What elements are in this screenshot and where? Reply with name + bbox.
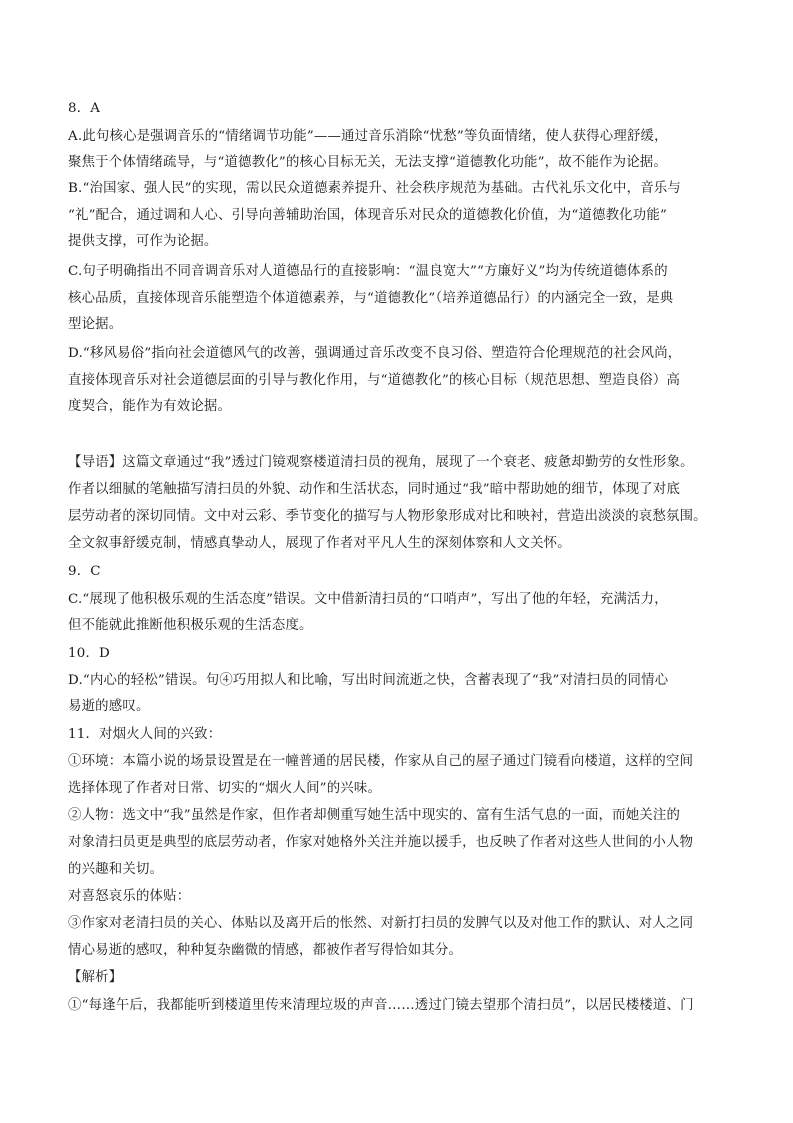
answer-11-point-2-line-1: ②人物：选文中“我”虽然是作家，但作者却侧重写她生活中现实的、富有生活气息的一面，而她关注的 [68, 808, 681, 823]
answer-10-explanation-line-2: 易逝的感叹。 [68, 699, 150, 714]
answer-11-point-3-line-2: 情心易逝的感叹，种种复杂幽微的情感，都被作者写得恰如其分。 [68, 943, 463, 958]
answer-8-option-c-line-3: 型论据。 [68, 317, 123, 332]
answer-8-option-b-line-1: B.“治国家、强人民”的实现，需以民众道德素养提升、社会秩序规范为基础。古代礼乐文化中，音乐与 [68, 181, 681, 196]
answer-11-point-1-line-2: 选择体现了作者对日常、切实的“烟火人间”的兴味。 [68, 781, 382, 796]
answer-8-option-c-line-2: 核心品质，直接体现音乐能塑造个体道德素养，与“道德教化”（培养道德品行）的内涵完全一致，是典 [68, 291, 674, 306]
analysis-line-1: ①“每逢午后，我都能听到楼道里传来清理垃圾的声音……透过门镜去望那个清扫员”，以居民楼楼道、门 [68, 998, 694, 1013]
answer-10-heading: 10．D [68, 646, 110, 661]
answer-9-heading: 9．C [68, 564, 101, 579]
answer-8-option-b-line-2: “礼”配合，通过调和人心、引导向善辅助治国，体现音乐对民众的道德教化价值，为“道德教化功能” [68, 208, 667, 223]
answer-8-option-a-line-2: 聚焦于个体情绪疏导，与“道德教化”的核心目标无关，无法支撑“道德教化功能”，故不能作为论据。 [68, 155, 667, 170]
answer-9-explanation-line-2: 但不能就此推断他积极乐观的生活态度。 [68, 618, 313, 633]
intro-paragraph-line-2: 作者以细腻的笔触描写清扫员的外貌、动作和生活状态，同时通过“我”暗中帮助她的细节，体现了对底 [68, 482, 681, 497]
answer-8-option-c-line-1: C.句子明确指出不同音调音乐对人道德品行的直接影响：“温良宽大”“方廉好义”均为传统道德体系的 [68, 264, 668, 279]
answer-8-option-d-line-2: 直接体现音乐对社会道德层面的引导与教化作用，与“道德教化”的核心目标（规范思想、塑造良俗）高 [68, 373, 681, 388]
answer-11-subheading: 对喜怒哀乐的体贴： [68, 889, 191, 904]
answer-8-option-d-line-3: 度契合，能作为有效论据。 [68, 399, 232, 414]
answer-11-point-3-line-1: ③作家对老清扫员的关心、体贴以及离开后的怅然、对新打扫员的发脾气以及对他工作的默认、对人之同 [68, 916, 694, 931]
answer-10-explanation-line-1: D.“内心的轻松”错误。句④巧用拟人和比喻，写出时间流逝之快，含蓄表现了“我”对清扫员的同情心 [68, 673, 669, 688]
intro-paragraph-line-3: 层劳动者的深切同情。文中对云彩、季节变化的描写与人物形象形成对比和映衬，营造出淡淡的哀愁氛围。 [68, 509, 707, 524]
intro-paragraph-line-4: 全文叙事舒缓克制，情感真挚动人，展现了作者对平凡人生的深刻体察和人文关怀。 [68, 536, 571, 551]
answer-8-option-b-line-3: 提供支撑，可作为论据。 [68, 234, 218, 249]
answer-9-explanation-line-1: C.“展现了他积极乐观的生活态度”错误。文中借新清扫员的“口哨声”，写出了他的年轻，充满活力， [68, 592, 668, 607]
answer-8-option-d-line-1: D.“移风易俗”指向社会道德风气的改善，强调通过音乐改变不良习俗、塑造符合伦理规范的社会风尚， [68, 346, 682, 361]
answer-8-option-a-line-1: A.此句核心是强调音乐的“情绪调节功能”——通过音乐消除“忧愁”等负面情绪，使人获得心理舒缓， [68, 129, 668, 144]
answer-11-heading: 11．对烟火人间的兴致： [68, 727, 222, 742]
answer-11-point-1-line-1: ①环境：本篇小说的场景设置是在一幢普通的居民楼，作家从自己的屋子通过门镜看向楼道，这样的空间 [68, 754, 694, 769]
answer-11-point-2-line-2: 对象清扫员更是典型的底层劳动者，作家对她格外关注并施以援手，也反映了作者对这些人世间的小人物 [68, 835, 694, 850]
answer-8-heading: 8．A [68, 101, 101, 116]
answer-11-point-2-line-3: 的兴趣和关切。 [68, 862, 164, 877]
analysis-heading: 【解析】 [68, 970, 123, 985]
intro-paragraph-line-1: 【导语】这篇文章通过“我”透过门镜观察楼道清扫员的视角，展现了一个衰老、疲惫却勤劳的女性形象。 [68, 455, 694, 470]
